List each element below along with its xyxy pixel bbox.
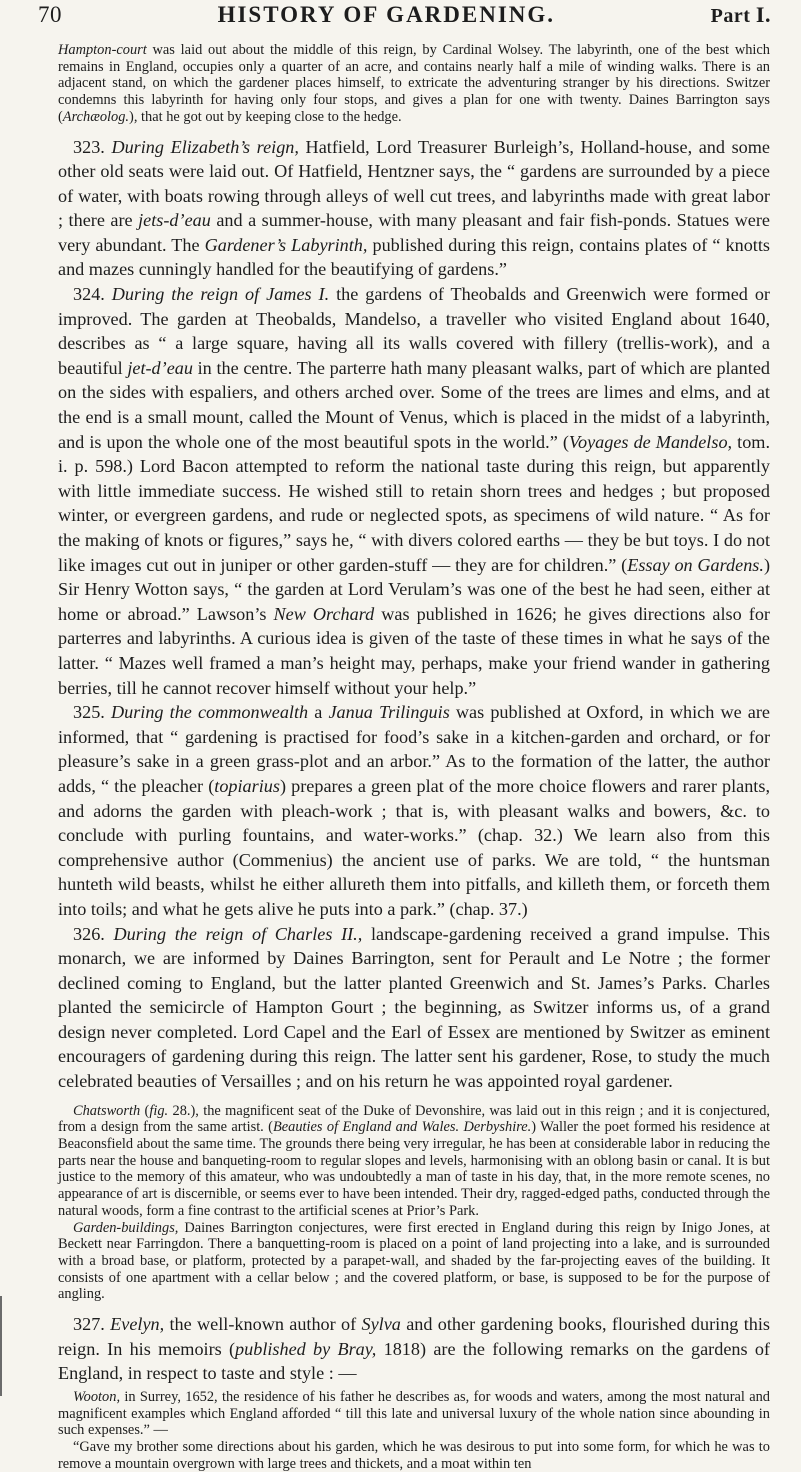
note-lead: Chatsworth <box>73 1102 141 1119</box>
paragraph-327: 327. Evelyn, the well-known author of Sylva and other gardening books, flourished during this reign. In his memoirs (published by Bray, 1818) are the following remarks on the gardens of England, in respect to taste and style : — <box>58 1314 770 1384</box>
paragraph-number: 327. <box>73 1314 105 1335</box>
running-title: HISTORY OF GARDENING. <box>217 2 556 27</box>
part-word: Part <box>710 5 751 27</box>
paragraph-number: 324. <box>73 284 105 305</box>
part-number: I. <box>755 2 771 27</box>
part-label <box>711 2 771 28</box>
paragraph-324: 324. During the reign of James I. the gardens of Theobalds and Greenwich were formed or improved. The garden at Theobalds, Mandelso, a traveller who visited England about 1640, describes as “ a large square, having all its walls covered with fillery (trellis-work), and a beautiful jet-d’eau in the centre. The parterre hath many pleasant walks, part of which are planted on the sides with espaliers, and others arched over. Some of the trees are limes and elms, and at the end is a small mount, called the Mount of Venus, which is placed in the midst of a labyrinth, and is upon the whole one of the most beautiful spots in the world.” (Voyages de Mandelso, tom. i. p. 598.) Lord Bacon attempted to reform the national taste during this reign, but apparently with little immediate success. He wished still to retain shorn trees and hedges ; but proposed winter, or evergreen gardens, and rude or neglected spots, as specimens of wild nature. “ As for the making of knots or figures,” says he, “ with divers colored earths — they be but toys. I do not like images cut out in juniper or other garden-stuff — they are for children.” (Essay on Gardens.) Sir Henry Wotton says, “ the garden at Lord Verulam’s was one of the best he had seen, either at home or abroad.” Lawson’s New Orchard was published in 1626; he gives directions also for parterres and labyrinths. A curious idea is given of the taste of these times in what he says of the latter. “ Mazes well framed a man’s height may, perhaps, make your friend wander in gathering berries, till he cannot recover himself without your help.” <box>58 284 771 698</box>
paragraph-lead: Evelyn, <box>110 1314 165 1335</box>
note-lead: Hampton-court <box>58 42 147 58</box>
paragraph-lead: During the reign of Charles II., <box>113 923 363 944</box>
note-lead: Wooton, <box>73 1388 121 1405</box>
paragraph-lead: During Elizabeth’s reign, <box>111 136 299 157</box>
page-number: 70 <box>38 2 62 27</box>
note-hampton-court: Hampton-court was laid out about the middle of this reign, by Cardinal Wolsey. The labyrinth, one of the best which remains in England, occupies only a quarter of an acre, and contains nearly half a mile of winding walks. There is an adjacent stand, on which the gardener places himself, to extricate the adventuring stranger by his directions. Switzer condemns this labyrinth for having only four stops, and gives a plan for one with twenty. Daines Barrington says (Archæolog.), that he got out by keeping close to the hedge. <box>58 42 770 125</box>
note-lead: Garden-buildings, <box>73 1219 179 1236</box>
note-wooton: Wooton, in Surrey, 1652, the residence of his father he describes as, for woods and waters, among the most natural and magnificent examples which England afforded “ till this late and universal luxury of the whole nation since abounding in such expenses.” — <box>58 1388 770 1439</box>
note-gave: “Gave my brother some directions about his garden, which he was desirous to put into some form, for which he was to remove a mountain overgrown with large trees and thickets, and a moat within ten <box>58 1439 770 1472</box>
running-header <box>38 2 771 28</box>
page-body <box>58 42 770 1472</box>
paragraph-number: 326. <box>73 923 105 944</box>
page-edge-line <box>0 1296 2 1396</box>
paragraph-number: 325. <box>73 702 105 723</box>
paragraph-326: 326. During the reign of Charles II., landscape-gardening received a grand impulse. This monarch, we are informed by Daines Barrington, sent for Perault and Le Notre ; the former declined coming to England, but the latter planted Greenwich and St. James’s Parks. Charles planted the semicircle of Hampton Gourt ; the beginning, as Switzer informs us, of a grand design never completed. Lord Capel and the Earl of Essex are mentioned by Switzer as eminent encouragers of gardening during this reign. The latter sent his gardener, Rose, to study the much celebrated beauties of Versailles ; and on his return he was appointed royal gardener. <box>58 923 770 1092</box>
paragraph-number: 323. <box>73 136 105 157</box>
paragraph-lead: During the reign of James I. <box>111 284 330 305</box>
paragraph-325: 325. During the commonwealth a Janua Trilinguis was published at Oxford, in which we are informed, that “ gardening is practised for food’s sake in a kitchen-garden and orchard, or for pleasure’s sake in a green grass-plot and an arbor.” As to the formation of the latter, the author adds, “ the pleacher (topiarius) prepares a green plat of the more choice flowers and rarer plants, and adorns the garden with pleach-work ; that is, with pleasant walks and bowers, &c. to conclude with purling fountains, and water-works.” (chap. 32.) We learn also from this comprehensive author (Commenius) the ancient use of parks. We are told, “ the huntsman hunteth wild beasts, whilst he either allureth them into pitfalls, and killeth them, or forceth them into toils; and what he gets alive he puts into a park.” (chap. 37.) <box>58 702 771 919</box>
note-garden-buildings: Garden-buildings, Daines Barrington conjectures, were first erected in England during this reign by Inigo Jones, at Beckett near Farringdon. There a banquetting-room is placed on a point of land projecting into a lake, and is surrounded with a broad base, or platform, protected by a parapet-wall, and shaded by the far-projecting eaves of the building. It consists of one apartment with a cellar below ; and the covered platform, or base, is supposed to be for the purpose of angling. <box>58 1219 770 1303</box>
paragraph-lead: During the commonwealth <box>110 702 309 723</box>
paragraph-323: 323. During Elizabeth’s reign, Hatfield, Lord Treasurer Burleigh’s, Holland-house, and some other old seats were laid out. Of Hatfield, Hentzner says, the “ gardens are surrounded by a piece of water, with boats rowing through alleys of well cut trees, and labyrinths made with great labor ; there are jets-d’eau and a summer-house, with many pleasant and fair fish-ponds. Statues were very abundant. The Gardener’s Labyrinth, published during this reign, contains plates of “ knotts and mazes cunningly handled for the beautifying of gardens.” <box>58 136 770 280</box>
note-chatsworth: Chatsworth (fig. 28.), the magnificent seat of the Duke of Devonshire, was laid out in this reign ; and it is conjectured, from a design from the same artist. (Beauties of England and Wales. Derbyshire.) Waller the poet formed his residence at Beaconsfield about the same time. The grounds there being very irregular, he has been at considerable labor in reducing the parts near the house and banqueting-room to regular slopes and levels, harmonising with an oblong basin or canal. It is but justice to the memory of this amateur, who was undoubtedly a man of taste in his day, that, in the more remote scenes, no appearance of art is discernible, or seems ever to have been intended. Their dry, ragged-edged paths, conducted through the natural woods, form a fine contrast to the artificial scenes at Prior’s Park. <box>58 1102 770 1219</box>
